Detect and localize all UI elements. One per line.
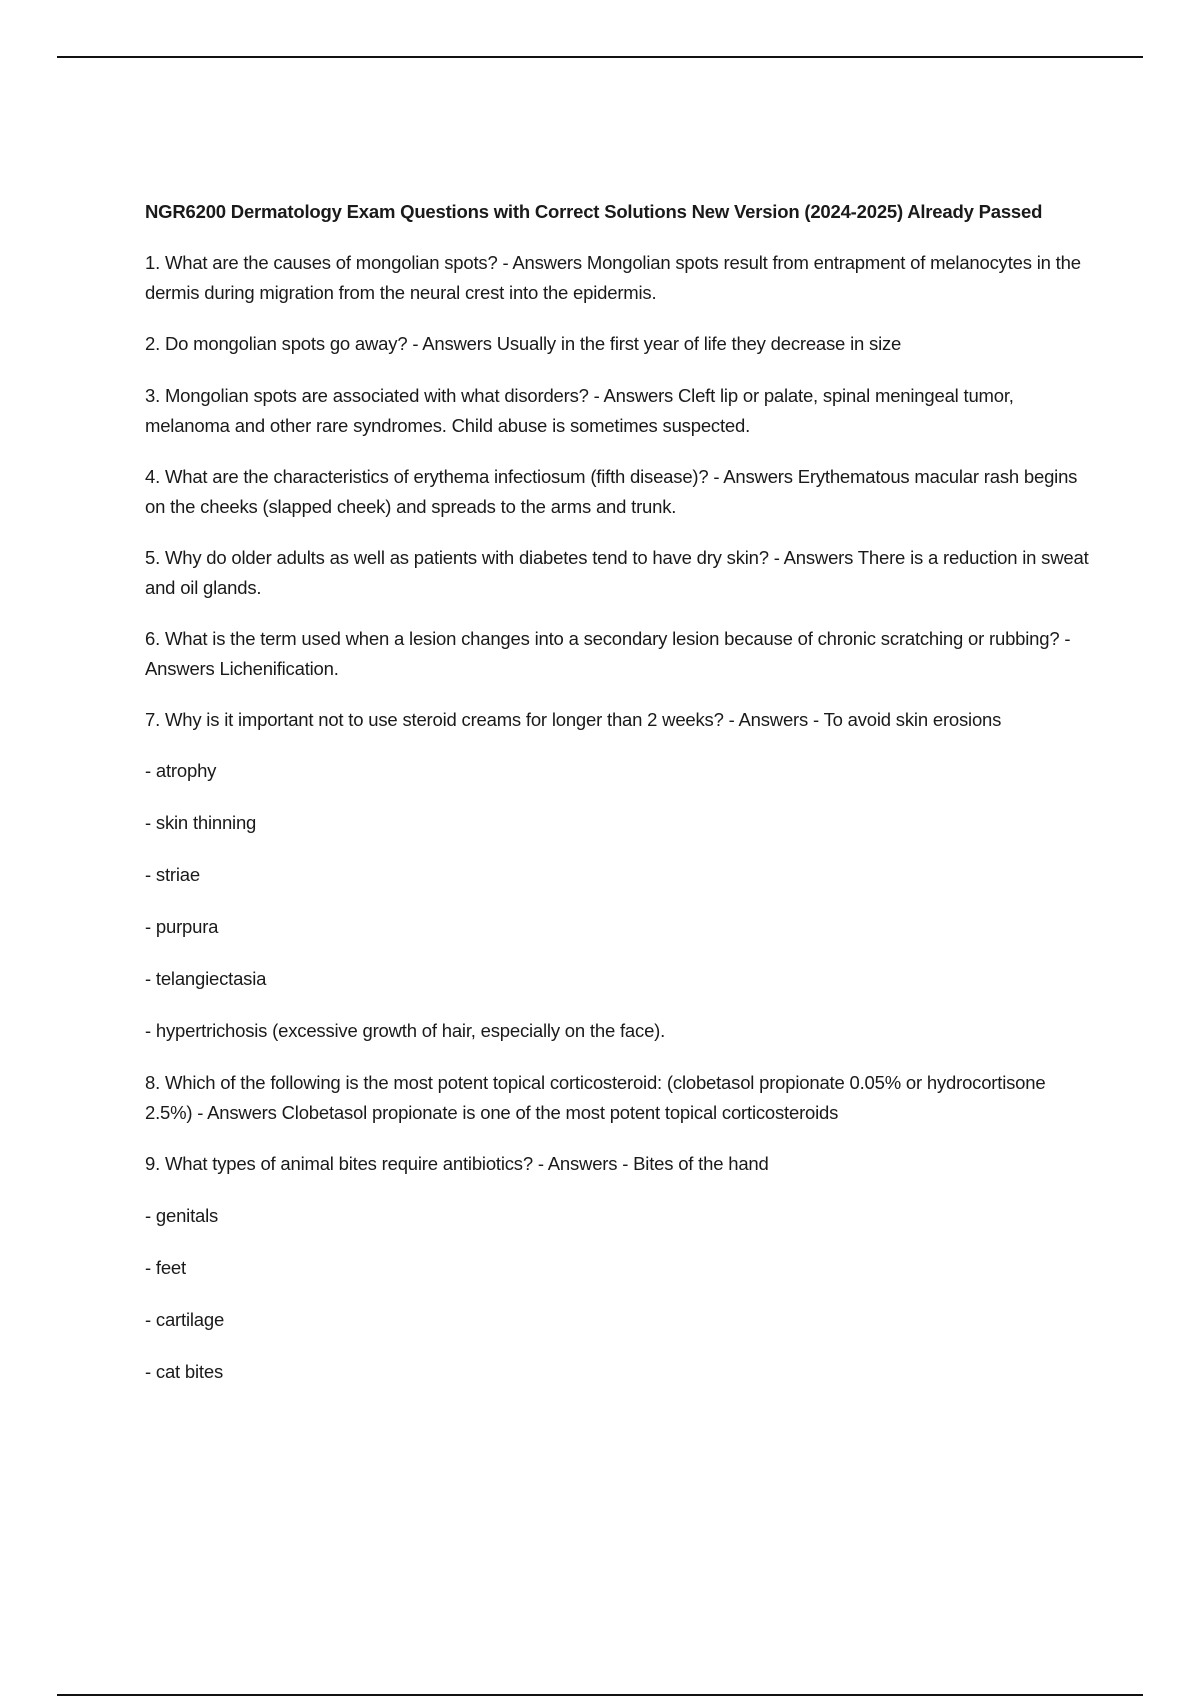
list-item: - purpura	[145, 916, 219, 937]
answer-paragraph-q4: 4. What are the characteristics of erythema infectiosum (fifth disease)? - Answers Erythematous macular rash begins on the cheeks (slapped cheek) and spreads to the arms and trunk.	[145, 466, 1078, 517]
list-item: - hypertrichosis (excessive growth of hair, especially on the face).	[145, 1020, 666, 1041]
answer-paragraph-q9: 9. What types of animal bites require antibiotics? - Answers - Bites of the hand	[145, 1153, 769, 1174]
answer-paragraph-q7: 7. Why is it important not to use steroid creams for longer than 2 weeks? - Answers - To avoid skin erosions	[145, 709, 1002, 730]
answer-paragraph-q2: 2. Do mongolian spots go away? - Answers Usually in the first year of life they decrease in size	[145, 333, 902, 354]
top-rule	[57, 56, 1143, 58]
answer-paragraph-q1: 1. What are the causes of mongolian spots? - Answers Mongolian spots result from entrapment of melanocytes in the dermis during migration from the neural crest into the epidermis.	[145, 252, 1081, 303]
answer-paragraph-q6: 6. What is the term used when a lesion changes into a secondary lesion because of chronic scratching or rubbing? - Answers Lichenification.	[145, 628, 1071, 679]
document-body	[145, 197, 1090, 1409]
list-item: - genitals	[145, 1205, 219, 1226]
list-item: - skin thinning	[145, 812, 257, 833]
document-title: NGR6200 Dermatology Exam Questions with Correct Solutions New Version (2024-2025) Already Passed	[145, 201, 1043, 222]
list-item: - cat bites	[145, 1361, 223, 1382]
list-item: - atrophy	[145, 760, 217, 781]
answer-paragraph-q5: 5. Why do older adults as well as patients with diabetes tend to have dry skin? - Answers There is a reduction in sweat and oil glands.	[145, 547, 1089, 598]
list-item: - cartilage	[145, 1309, 225, 1330]
list-item: - feet	[145, 1257, 186, 1278]
answer-paragraph-q8: 8. Which of the following is the most potent topical corticosteroid: (clobetasol propionate 0.05% or hydrocortisone 2.5%) - Answers Clobetasol propionate is one of the most potent topical corticosteroids	[145, 1072, 1046, 1123]
list-item: - striae	[145, 864, 200, 885]
bottom-rule	[57, 1694, 1143, 1696]
answer-paragraph-q3: 3. Mongolian spots are associated with what disorders? - Answers Cleft lip or palate, spinal meningeal tumor, melanoma and other rare syndromes. Child abuse is sometimes suspected.	[145, 385, 1014, 436]
list-item: - telangiectasia	[145, 968, 267, 989]
